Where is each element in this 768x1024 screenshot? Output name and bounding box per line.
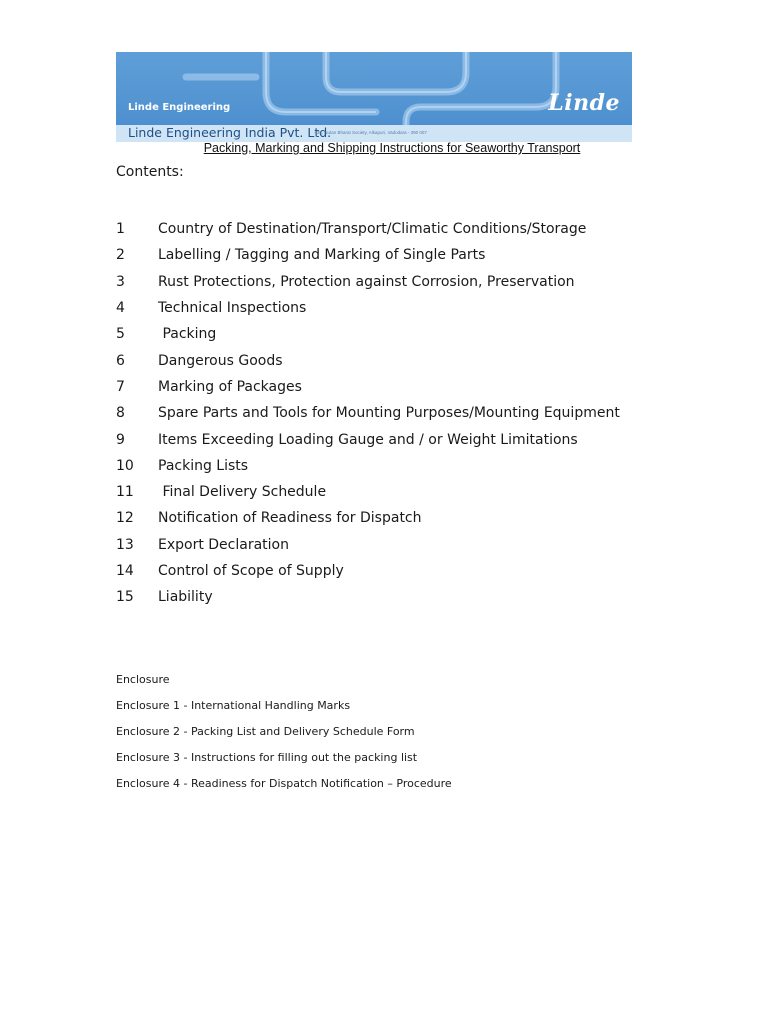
toc-item (116, 426, 620, 452)
toc-number: 4 (116, 300, 125, 317)
toc-number: 14 (116, 563, 134, 579)
toc-title: Notification of Readiness for Dispatch (158, 510, 422, 527)
toc-item (116, 532, 620, 558)
toc-number: 7 (116, 378, 125, 395)
toc-title: Items Exceeding Loading Gauge and / or Weight Limitations (158, 431, 578, 448)
toc-item (116, 505, 620, 531)
enclosure-item: Enclosure 4 - Readiness for Dispatch Notification – Procedure (116, 776, 452, 790)
toc-title: Dangerous Goods (158, 352, 283, 369)
toc-title: Spare Parts and Tools for Mounting Purposes/Mounting Equipment (158, 405, 620, 422)
toc-number: 9 (116, 431, 125, 448)
toc-number: 11 (116, 484, 134, 501)
toc-number: 3 (116, 273, 125, 290)
toc-number: 15 (116, 589, 134, 606)
banner-company-name: Linde Engineering (128, 102, 231, 113)
toc-title: Control of Scope of Supply (158, 563, 344, 579)
linde-logo: Linde (548, 90, 620, 116)
enclosures-section (116, 666, 452, 796)
toc-title: Rust Protections, Protection against Corrosion, Preservation (158, 273, 575, 290)
toc-number: 6 (116, 352, 125, 369)
toc-title: Technical Inspections (158, 300, 307, 317)
document-title: Packing, Marking and Shipping Instructions for Seaworthy Transport (203, 141, 581, 155)
toc-number: 10 (116, 457, 134, 474)
toc-title: Packing Lists (158, 457, 249, 474)
toc-item (116, 216, 620, 242)
toc-item (116, 295, 620, 321)
banner-company-full-name: Linde Engineering India Pvt. Ltd. (128, 125, 332, 140)
toc-item (116, 479, 620, 505)
contents-heading: Contents: (116, 164, 184, 180)
toc-title: Country of Destination/Transport/Climatic Conditions/Storage (158, 221, 587, 238)
toc-number: 8 (116, 405, 125, 422)
toc-title: Packing (158, 326, 217, 343)
banner-address-strip (116, 125, 632, 142)
toc-item (116, 321, 620, 347)
table-of-contents (116, 216, 620, 610)
header-banner (116, 52, 632, 142)
toc-item (116, 558, 620, 584)
toc-number: 12 (116, 510, 134, 527)
toc-number: 2 (116, 247, 125, 264)
toc-item (116, 242, 620, 268)
toc-item (116, 269, 620, 295)
toc-number: 1 (116, 221, 125, 238)
toc-title: Marking of Packages (158, 378, 302, 395)
toc-item (116, 453, 620, 479)
toc-title: Labelling / Tagging and Marking of Single Parts (158, 247, 486, 264)
toc-number: 5 (116, 326, 125, 343)
toc-number: 13 (116, 536, 134, 553)
enclosure-item: Enclosure 2 - Packing List and Delivery Schedule Form (116, 724, 415, 738)
enclosure-heading: Enclosure (116, 672, 170, 686)
enclosure-item: Enclosure 1 - International Handling Marks (116, 698, 351, 712)
toc-item (116, 347, 620, 373)
toc-title: Export Declaration (158, 536, 289, 553)
banner-address: - 38, Nutan Bharat Society, Alkapuri, Vadodara - 390 007 (314, 130, 427, 135)
toc-item (116, 584, 620, 610)
enclosure-item: Enclosure 3 - Instructions for filling out the packing list (116, 750, 418, 764)
toc-item (116, 400, 620, 426)
enclosure-list (116, 692, 452, 796)
toc-item (116, 374, 620, 400)
toc-title: Liability (158, 589, 213, 606)
toc-title: Final Delivery Schedule (158, 484, 327, 501)
